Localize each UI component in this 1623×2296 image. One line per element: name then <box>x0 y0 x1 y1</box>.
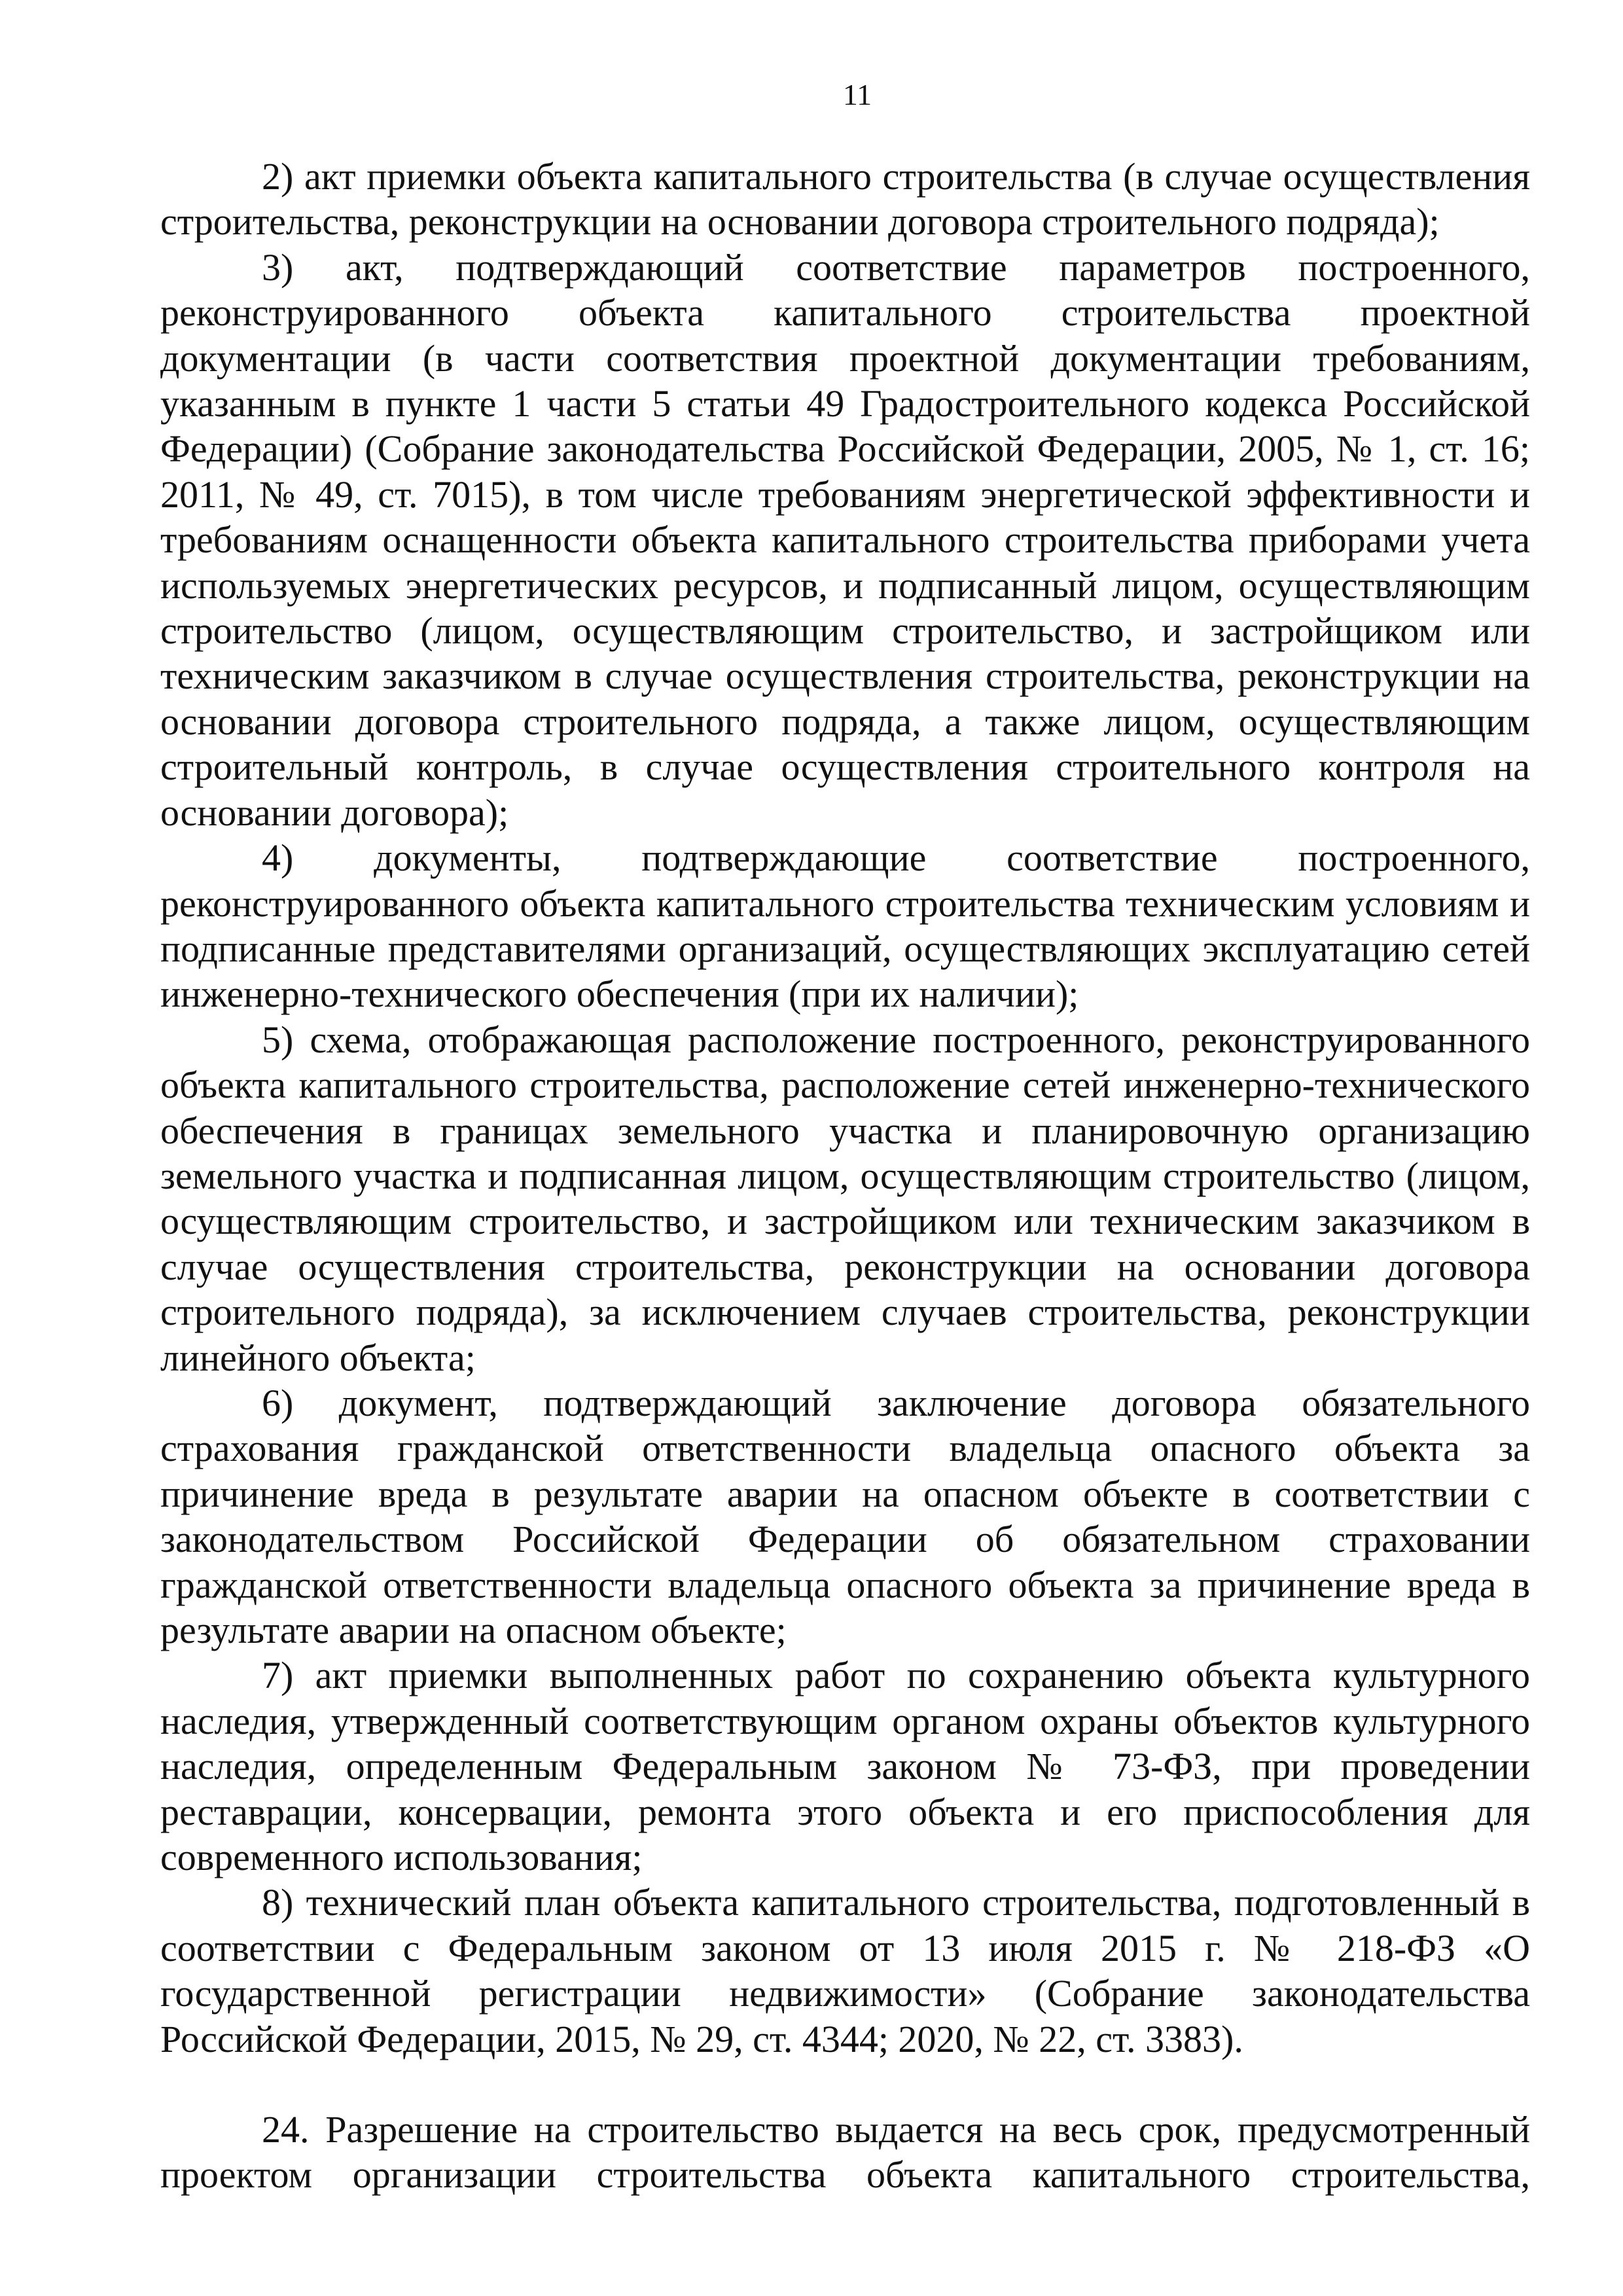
document-body <box>160 154 1530 2198</box>
paragraph-item-3: 3) акт, подтверждающий соответствие параметров построенного, реконструированного объекта капитального строительства проектной документации (в части соответствия проектной документации требованиям, указанным в пункте 1 части 5 статьи 49 Градостроительного кодекса Российской Федерации) (Собрание законодательства Российской Федерации, 2005, № 1, ст. 16; 2011, № 49, ст. 7015), в том числе требованиям энергетической эффективности и требованиям оснащенности объекта капитального строительства приборами учета используемых энергетических ресурсов, и подписанный лицом, осуществляющим строительство (лицом, осуществляющим строительство, и застройщиком или техническим заказчиком в случае осуществления строительства, реконструкции на основании договора строительного подряда, а также лицом, осуществляющим строительный контроль, в случае осуществления строительного контроля на основании договора); <box>160 245 1530 834</box>
paragraph-item-2: 2) акт приемки объекта капитального строительства (в случае осуществления строительства, реконструкции на основании договора строительного подряда); <box>160 155 1530 243</box>
paragraph-item-8: 8) технический план объекта капитального строительства, подготовленный в соответствии с Федеральным законом от 13 июля 2015 г. № 218-ФЗ «О государственной регистрации недвижимости» (Собрание законодательства Российской Федерации, 2015, № 29, ст. 4344; 2020, № 22, ст. 3383). <box>160 1881 1530 2060</box>
paragraph-item-6: 6) документ, подтверждающий заключение договора обязательного страхования гражданской ответственности владельца опасного объекта за причинение вреда в результате аварии на опасном объекте в соответствии с законодательством Российской Федерации об обязательном страховании гражданской ответственности владельца опасного объекта за причинение вреда в результате аварии на опасном объекте; <box>160 1381 1530 1651</box>
paragraph-24: 24. Разрешение на строительство выдается на весь срок, предусмотренный проектом организации строительства объекта капитального строительства, <box>160 2108 1530 2197</box>
paragraph-item-4: 4) документы, подтверждающие соответствие построенного, реконструированного объекта капитального строительства техническим условиям и подписанные представителями организаций, осуществляющих эксплуатацию сетей инженерно-технического обеспечения (при их наличии); <box>160 836 1530 1016</box>
paragraph-item-7: 7) акт приемки выполненных работ по сохранению объекта культурного наследия, утвержденный соответствующим органом охраны объектов культурного наследия, определенным Федеральным законом № 73-ФЗ, при проведении реставрации, консервации, ремонта этого объекта и его приспособления для современного использования; <box>160 1654 1530 1879</box>
paragraph-item-5: 5) схема, отображающая расположение построенного, реконструированного объекта капитального строительства, расположение сетей инженерно-технического обеспечения в границах земельного участка и планировочную организацию земельного участка и подписанная лицом, осуществляющим строительство (лицом, осуществляющим строительство, и застройщиком или техническим заказчиком в случае осуществления строительства, реконструкции на основании договора строительного подряда), за исключением случаев строительства, реконструкции линейного объекта; <box>160 1018 1530 1379</box>
page-number: 11 <box>842 78 872 111</box>
